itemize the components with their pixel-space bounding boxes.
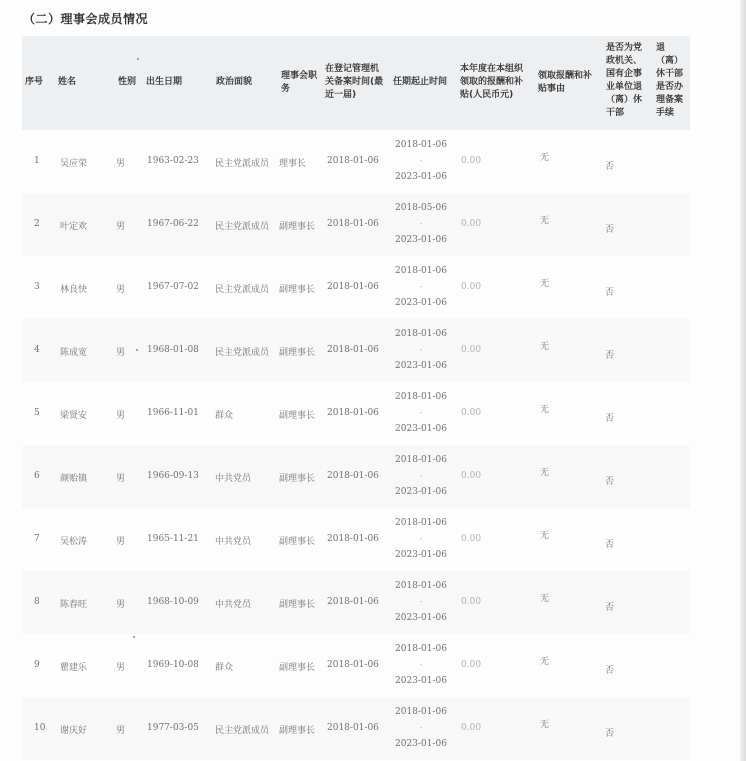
cell-birth: 1965-11-21: [147, 534, 199, 544]
cell-filing: 2018-01-06: [327, 723, 379, 733]
cell-position: 副理事长: [279, 348, 316, 358]
cell-gender: 男: [116, 222, 126, 232]
cell-reason: 无: [540, 720, 550, 730]
cell-term: [386, 641, 456, 689]
term-start: 2018-01-06: [395, 581, 447, 591]
header-name: 姓名: [58, 77, 77, 87]
term-separator: -: [419, 597, 423, 606]
header-retired-line: 业单位退: [606, 82, 643, 92]
cell-pay: 0.00: [461, 471, 482, 481]
cell-political: 民主党派成员: [215, 159, 270, 169]
header-reason-line: 领取报酬和补: [538, 71, 593, 81]
cell-pay: 0.00: [461, 408, 482, 418]
cell-filing: 2018-01-06: [327, 471, 379, 481]
term-start: 2018-01-06: [395, 392, 447, 402]
header-position-line: 务: [281, 84, 291, 94]
cell-name: 梁贤安: [60, 411, 88, 421]
cell-gender: 男: [116, 285, 126, 295]
header-no: 序号: [25, 77, 44, 87]
header-procedure-line: 退: [656, 43, 666, 53]
cell-reason: 无: [540, 531, 550, 541]
term-end: 2023-01-06: [395, 424, 447, 434]
term-end: 2023-01-06: [395, 550, 447, 560]
term-end: 2023-01-06: [395, 676, 447, 686]
header-filing-line: 在登记管理机: [325, 64, 380, 74]
scan-speck: [133, 636, 135, 638]
cell-filing: 2018-01-06: [327, 408, 379, 418]
cell-birth: 1969-10-08: [147, 660, 199, 670]
table-row: [22, 571, 690, 634]
cell-political: 民主党派成员: [215, 222, 270, 232]
cell-name: 吴松涛: [60, 537, 88, 547]
cell-pay: 0.00: [461, 156, 482, 166]
cell-position: 副理事长: [279, 537, 316, 547]
cell-no: 10: [34, 723, 46, 733]
header-reason: [538, 70, 592, 96]
term-start: 2018-01-06: [395, 140, 447, 150]
table-body: [22, 130, 690, 760]
cell-gender: 男: [116, 159, 126, 169]
cell-political: 民主党派成员: [215, 726, 270, 736]
cell-term: [386, 263, 456, 311]
cell-political: 群众: [215, 663, 234, 673]
cell-retired: 否: [605, 477, 615, 487]
header-filing-line: 近一届): [325, 90, 357, 100]
table-row: [22, 256, 690, 319]
cell-retired: 否: [605, 414, 615, 424]
cell-birth: 1968-10-09: [147, 597, 199, 607]
cell-filing: 2018-01-06: [327, 534, 379, 544]
cell-position: 副理事长: [279, 474, 316, 484]
cell-position: 副理事长: [279, 726, 316, 736]
table-row: [22, 193, 690, 256]
header-position: [281, 70, 317, 96]
cell-term: [386, 515, 456, 563]
cell-reason: 无: [540, 342, 550, 352]
cell-no: 2: [34, 219, 40, 229]
cell-no: 7: [34, 534, 40, 544]
term-separator: -: [419, 723, 423, 732]
table-header: [22, 36, 690, 130]
term-separator: -: [419, 408, 423, 417]
cell-gender: 男: [116, 663, 126, 673]
header-procedure-line: 手续: [656, 108, 675, 118]
cell-gender: 男: [116, 537, 126, 547]
table-row: [22, 697, 690, 760]
cell-name: 陈春旺: [60, 600, 88, 610]
header-retired-line: （离）休: [606, 95, 643, 105]
cell-term: [386, 389, 456, 437]
cell-retired: 否: [605, 162, 615, 172]
cell-filing: 2018-01-06: [327, 156, 379, 166]
cell-term: [386, 326, 456, 374]
cell-birth: 1966-11-01: [147, 408, 199, 418]
cell-birth: 1966-09-13: [147, 471, 199, 481]
cell-birth: 1967-06-22: [147, 219, 199, 229]
header-retired-line: 是否为党: [606, 43, 643, 53]
cell-position: 理事长: [279, 159, 307, 169]
cell-pay: 0.00: [461, 534, 482, 544]
cell-retired: 否: [605, 603, 615, 613]
table-row: [22, 445, 690, 508]
cell-no: 5: [34, 408, 40, 418]
table-row: [22, 634, 690, 697]
cell-political: 中共党员: [215, 537, 252, 547]
term-separator: -: [419, 219, 423, 228]
cell-birth: 1963-02-23: [147, 156, 199, 166]
scan-speck: [137, 58, 139, 60]
cell-no: 4: [34, 345, 40, 355]
header-term: 任期起止时间: [393, 77, 448, 87]
header-retired-line: 政机关、: [606, 56, 643, 66]
cell-political: 民主党派成员: [215, 285, 270, 295]
cell-gender: 男: [116, 474, 126, 484]
cell-gender: 男: [116, 600, 126, 610]
cell-retired: 否: [605, 729, 615, 739]
cell-birth: 1968-01-08: [147, 345, 199, 355]
cell-reason: 无: [540, 657, 550, 667]
header-pay-line: 领取的报酬和补: [460, 77, 524, 87]
table-row: [22, 319, 690, 382]
term-start: 2018-01-06: [395, 707, 447, 717]
term-end: 2023-01-06: [395, 172, 447, 182]
term-separator: -: [419, 282, 423, 291]
cell-reason: 无: [540, 594, 550, 604]
term-end: 2023-01-06: [395, 235, 447, 245]
header-gender: 性别: [118, 77, 137, 87]
header-procedure-line: 休干部: [656, 69, 684, 79]
cell-filing: 2018-01-06: [327, 345, 379, 355]
header-procedure-line: 是否办: [656, 82, 684, 92]
cell-reason: 无: [540, 153, 550, 163]
cell-no: 3: [34, 282, 40, 292]
cell-position: 副理事长: [279, 600, 316, 610]
cell-retired: 否: [605, 225, 615, 235]
cell-pay: 0.00: [461, 219, 482, 229]
cell-position: 副理事长: [279, 222, 316, 232]
cell-gender: 男: [116, 411, 126, 421]
header-pay-line: 贴(人民币元): [460, 90, 514, 100]
cell-gender: 男: [116, 726, 126, 736]
term-start: 2018-01-06: [395, 518, 447, 528]
cell-political: 群众: [215, 411, 234, 421]
term-separator: -: [419, 660, 423, 669]
term-separator: -: [419, 156, 423, 165]
cell-birth: 1977-03-05: [147, 723, 199, 733]
term-end: 2023-01-06: [395, 361, 447, 371]
term-end: 2023-01-06: [395, 613, 447, 623]
term-start: 2018-01-06: [395, 329, 447, 339]
cell-retired: 否: [605, 351, 615, 361]
header-retired-line: 干部: [606, 108, 625, 118]
cell-birth: 1967-07-02: [147, 282, 199, 292]
header-pay: [460, 63, 523, 102]
cell-reason: 无: [540, 279, 550, 289]
cell-term: [386, 452, 456, 500]
section-title: （二）理事会成员情况: [23, 12, 149, 26]
term-separator: -: [419, 345, 423, 354]
header-reason-line: 贴事由: [538, 84, 566, 94]
cell-name: 谢庆好: [60, 726, 88, 736]
cell-political: 民主党派成员: [215, 348, 270, 358]
cell-name: 林良快: [60, 285, 88, 295]
cell-name: 颜贻镇: [60, 474, 88, 484]
table-row: [22, 130, 690, 193]
cell-political: 中共党员: [215, 600, 252, 610]
cell-position: 副理事长: [279, 663, 316, 673]
cell-no: 9: [34, 660, 40, 670]
cell-pay: 0.00: [461, 723, 482, 733]
cell-reason: 无: [540, 405, 550, 415]
cell-position: 副理事长: [279, 411, 316, 421]
cell-reason: 无: [540, 468, 550, 478]
header-political: 政治面貌: [216, 77, 253, 87]
header-retired-line: 国有企事: [606, 69, 643, 79]
cell-term: [386, 137, 456, 185]
cell-pay: 0.00: [461, 597, 482, 607]
header-pay-line: 本年度在本组织: [460, 64, 524, 74]
term-separator: -: [419, 534, 423, 543]
term-start: 2018-01-06: [395, 455, 447, 465]
scan-speck: [136, 349, 138, 351]
cell-retired: 否: [605, 666, 615, 676]
term-separator: -: [419, 471, 423, 480]
cell-filing: 2018-01-06: [327, 660, 379, 670]
term-end: 2023-01-06: [395, 487, 447, 497]
term-end: 2023-01-06: [395, 298, 447, 308]
header-procedure-line: （离）: [656, 56, 684, 66]
cell-filing: 2018-01-06: [327, 597, 379, 607]
table-row: [22, 508, 690, 571]
header-procedure-line: 理备案: [656, 95, 684, 105]
cell-position: 副理事长: [279, 285, 316, 295]
term-start: 2018-01-06: [395, 644, 447, 654]
term-start: 2018-01-06: [395, 266, 447, 276]
cell-filing: 2018-01-06: [327, 282, 379, 292]
cell-retired: 否: [605, 288, 615, 298]
header-birth: 出生日期: [146, 77, 183, 87]
cell-name: 叶定欢: [60, 222, 88, 232]
cell-pay: 0.00: [461, 282, 482, 292]
cell-retired: 否: [605, 540, 615, 550]
cell-pay: 0.00: [461, 660, 482, 670]
cell-term: [386, 578, 456, 626]
term-start: 2018-05-06: [395, 203, 447, 213]
header-procedure: [656, 42, 683, 120]
header-filing: [325, 63, 383, 102]
header-retired: [606, 42, 642, 120]
term-end: 2023-01-06: [395, 739, 447, 749]
table-row: [22, 382, 690, 445]
cell-gender: 男: [116, 348, 126, 358]
cell-political: 中共党员: [215, 474, 252, 484]
cell-term: [386, 200, 456, 248]
header-filing-line: 关备案时间(最: [325, 77, 384, 87]
cell-name: 瞿建乐: [60, 663, 88, 673]
header-position-line: 理事会职: [281, 71, 318, 81]
cell-reason: 无: [540, 216, 550, 226]
cell-name: 陈成宽: [60, 348, 88, 358]
page-edge-shadow: [740, 0, 746, 761]
cell-no: 8: [34, 597, 40, 607]
cell-no: 6: [34, 471, 40, 481]
cell-name: 吴应荣: [60, 159, 88, 169]
cell-pay: 0.00: [461, 345, 482, 355]
board-members-table: [22, 36, 690, 760]
cell-term: [386, 704, 456, 752]
cell-filing: 2018-01-06: [327, 219, 379, 229]
cell-no: 1: [34, 156, 40, 166]
